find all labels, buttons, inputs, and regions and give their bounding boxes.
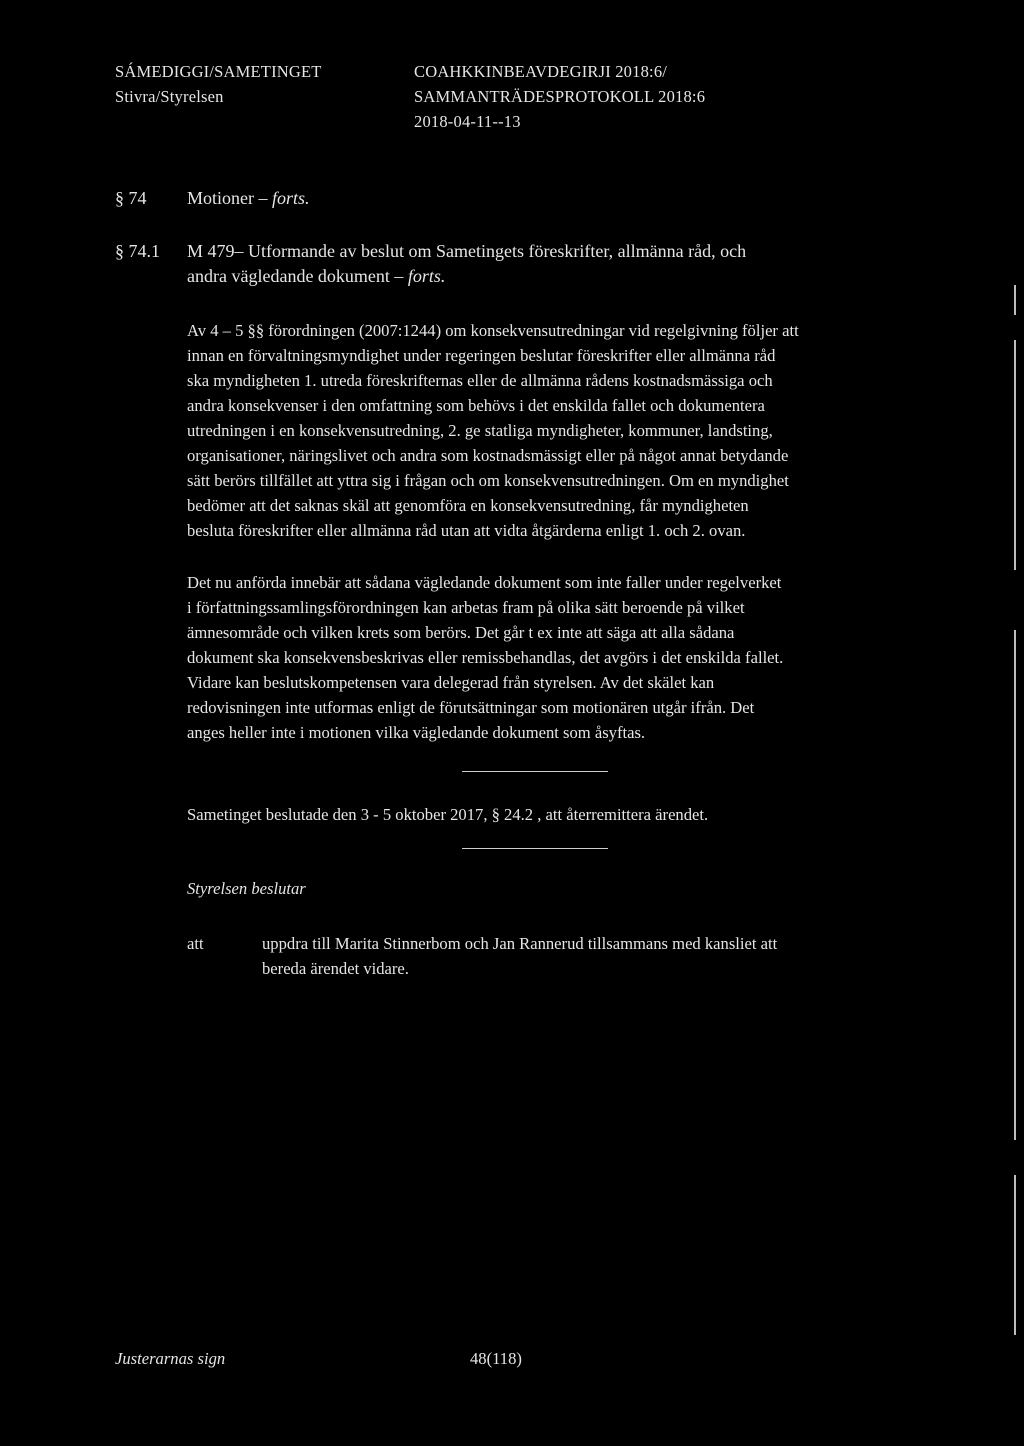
paragraph-line: ämnesområde och vilken krets som berörs. Det går t ex inte att säga att alla sådana bbox=[187, 623, 735, 642]
paragraph-regulation bbox=[187, 318, 799, 543]
paragraph-line: bedömer att det saknas skäl att genomföra en konsekvensutredning, får myndigheten bbox=[187, 496, 749, 515]
paragraph-line: sätt berörs tillfället att yttra sig i frågan och om konsekvensutredningen. Om en myndighet bbox=[187, 471, 789, 490]
paragraph-line: i författningssamlingsförordningen kan arbetas fram på olika sätt beroende på vilket bbox=[187, 598, 745, 617]
decision-note: Sametinget beslutade den 3 - 5 oktober 2017, § 24.2 , att återremittera ärendet. bbox=[187, 805, 709, 824]
paragraph-line: Vidare kan beslutskompetensen vara delegerad från styrelsen. Av det skälet kan bbox=[187, 673, 715, 692]
paragraph-line: anges heller inte i motionen vilka vägledande dokument som åsyftas. bbox=[187, 723, 646, 742]
board-decision-line1: uppdra till Marita Stinnerbom och Jan Rannerud tillsammans med kansliet att bbox=[262, 934, 778, 953]
scan-edge-mark bbox=[1014, 630, 1016, 1140]
subsection-title-suffix: forts. bbox=[407, 266, 446, 286]
paragraph-line: Av 4 – 5 §§ förordningen (2007:1244) om konsekvensutredningar vid regelgivning följer att bbox=[187, 321, 799, 340]
paragraph-guidance bbox=[187, 570, 783, 745]
subsection-number: § 74.1 bbox=[115, 241, 160, 261]
divider bbox=[462, 848, 608, 849]
paragraph-line: innan en förvaltningsmyndighet under regeringen beslutar föreskrifter eller allmänna råd bbox=[187, 346, 776, 365]
section-title-text: Motioner – bbox=[187, 188, 268, 208]
att-label: att bbox=[187, 934, 204, 953]
paragraph-line: besluta föreskrifter eller allmänna råd utan att vidta åtgärderna enligt 1. och 2. ovan. bbox=[187, 521, 746, 540]
doc-title: COAHKKINBEAVDEGIRJI 2018:6/ bbox=[414, 62, 668, 81]
divider bbox=[462, 771, 608, 772]
signature-label: Justerarnas sign bbox=[115, 1349, 226, 1368]
page-number: 48(118) bbox=[470, 1349, 522, 1368]
paragraph-line: Det nu anförda innebär att sådana vägledande dokument som inte faller under regelverket bbox=[187, 573, 782, 592]
scan-edge-mark bbox=[1014, 285, 1016, 315]
paragraph-line: dokument ska konsekvensbeskrivas eller remissbehandlas, det avgörs i det enskilda fallet. bbox=[187, 648, 784, 667]
doc-subtitle: SAMMANTRÄDESPROTOKOLL 2018:6 bbox=[414, 87, 706, 106]
paragraph-line: organisationer, näringslivet och andra som kostnadsmässigt eller på något annat betydande bbox=[187, 446, 789, 465]
org-name: SÁMEDIGGI/SAMETINGET bbox=[115, 62, 322, 81]
scan-edge-mark bbox=[1014, 1175, 1016, 1335]
scan-edge-mark bbox=[1014, 340, 1016, 570]
org-unit: Stivra/Styrelsen bbox=[115, 87, 224, 106]
paragraph-line: ska myndigheten 1. utreda föreskrifternas eller de allmänna rådens kostnadsmässiga och bbox=[187, 371, 773, 390]
subsection-title-text: andra vägledande dokument – bbox=[187, 266, 404, 286]
board-decision-line2: bereda ärendet vidare. bbox=[262, 959, 409, 978]
section-number: § 74 bbox=[115, 188, 147, 208]
meeting-date: 2018-04-11--13 bbox=[414, 112, 521, 131]
section-title bbox=[187, 188, 310, 209]
paragraph-line: utredningen i en konsekvensutredning, 2. ge statliga myndigheter, kommuner, landsting, bbox=[187, 421, 773, 440]
subsection-title-line1: M 479– Utformande av beslut om Sametingets föreskrifter, allmänna råd, och bbox=[187, 241, 747, 261]
paragraph-line: andra konsekvenser i den omfattning som behövs i det enskilda fallet och dokumentera bbox=[187, 396, 765, 415]
paragraph-line: redovisningen inte utformas enligt de förutsättningar som motionären utgår ifrån. Det bbox=[187, 698, 755, 717]
section-title-suffix: forts. bbox=[272, 188, 310, 208]
subsection-title-line2 bbox=[187, 266, 445, 287]
board-heading: Styrelsen beslutar bbox=[187, 879, 306, 898]
